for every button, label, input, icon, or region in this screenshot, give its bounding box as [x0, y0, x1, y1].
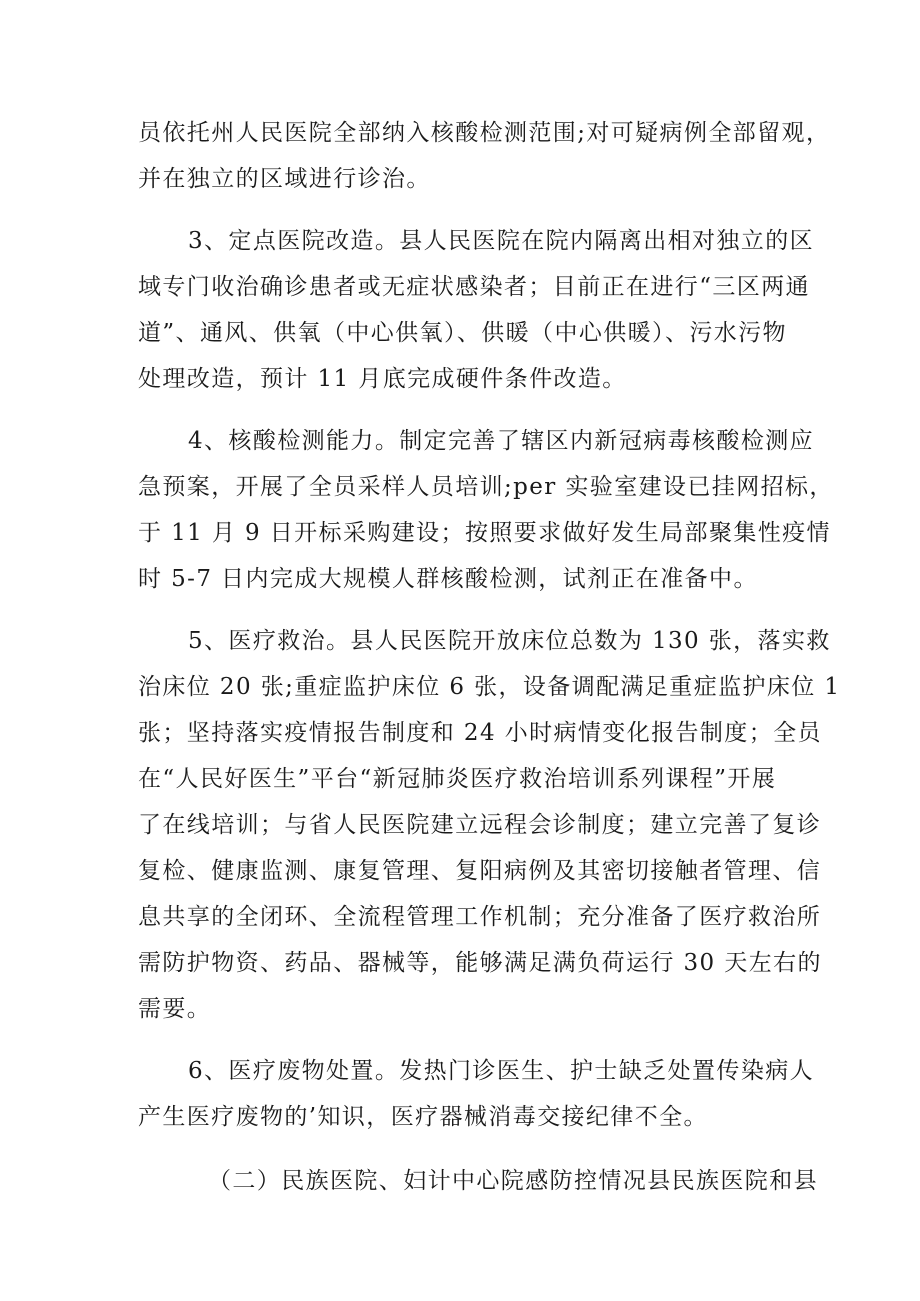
- paragraph-designated-hospital: [138, 218, 815, 402]
- text-line: 道”、通风、供氧（中心供氧）、供暖（中心供暖）、污水污物: [138, 320, 787, 346]
- text-line: 5、医疗救治。县人民医院开放床位总数为 130 张，落实救: [188, 628, 831, 654]
- text-line: 治床位 20 张;重症监护床位 6 张，设备调配满足重症监护床位 1: [138, 674, 841, 700]
- text-line: 并在独立的区域进行诊治。: [138, 166, 431, 192]
- text-line: 时 5-7 日内完成大规模人群核酸检测，试剂正在准备中。: [138, 566, 758, 592]
- text-line: 员依托州人民医院全部纳入核酸检测范围;对可疑病例全部留观，: [138, 120, 831, 146]
- text-line: 需要。: [138, 996, 212, 1022]
- paragraph-continuation: [138, 110, 831, 202]
- text-line: 张；坚持落实疫情报告制度和 24 小时病情变化报告制度；全员: [138, 720, 822, 746]
- text-line: 4、核酸检测能力。制定完善了辖区内新冠病毒核酸检测应: [188, 428, 815, 454]
- text-line: 6、医疗废物处置。发热门诊医生、护士缺乏处置传染病人: [188, 1058, 815, 1084]
- text-line: 于 11 月 9 日开标采购建设；按照要求做好发生局部聚集性疫情: [138, 520, 831, 546]
- text-line: 复检、健康监测、康复管理、复阳病例及其密切接触者管理、信: [138, 858, 822, 884]
- text-line: 产生医疗废物的’知识，医疗器械消毒交接纪律不全。: [138, 1104, 708, 1130]
- paragraph-medical-waste: [138, 1048, 815, 1140]
- paragraph-medical-treatment: [138, 618, 841, 1032]
- text-line: 3、定点医院改造。县人民医院在院内隔离出相对独立的区: [188, 228, 815, 254]
- document-body: [138, 110, 841, 1204]
- text-line: 息共享的全闭环、全流程管理工作机制；充分准备了医疗救治所: [138, 904, 822, 930]
- text-line: 需防护物资、药品、器械等，能够满足满负荷运行 30 天左右的: [138, 950, 822, 976]
- text-line: 在“人民好医生”平台“新冠肺炎医疗救治培训系列课程”开展: [138, 766, 777, 792]
- text-line: （二）民族医院、妇计中心院感防控情况县民族医院和县: [208, 1168, 818, 1194]
- text-line: 域专门收治确诊患者或无症状感染者；目前正在进行“三区两通: [138, 274, 810, 300]
- text-line: 处理改造，预计 11 月底完成硬件条件改造。: [138, 366, 627, 392]
- text-line: 急预案，开展了全员采样人员培训;per 实验室建设已挂网招标，: [138, 474, 834, 500]
- text-line: 了在线培训；与省人民医院建立远程会诊制度；建立完善了复诊: [138, 812, 822, 838]
- section-two-paragraph: [138, 1158, 818, 1204]
- paragraph-nucleic-acid-testing: [138, 418, 834, 602]
